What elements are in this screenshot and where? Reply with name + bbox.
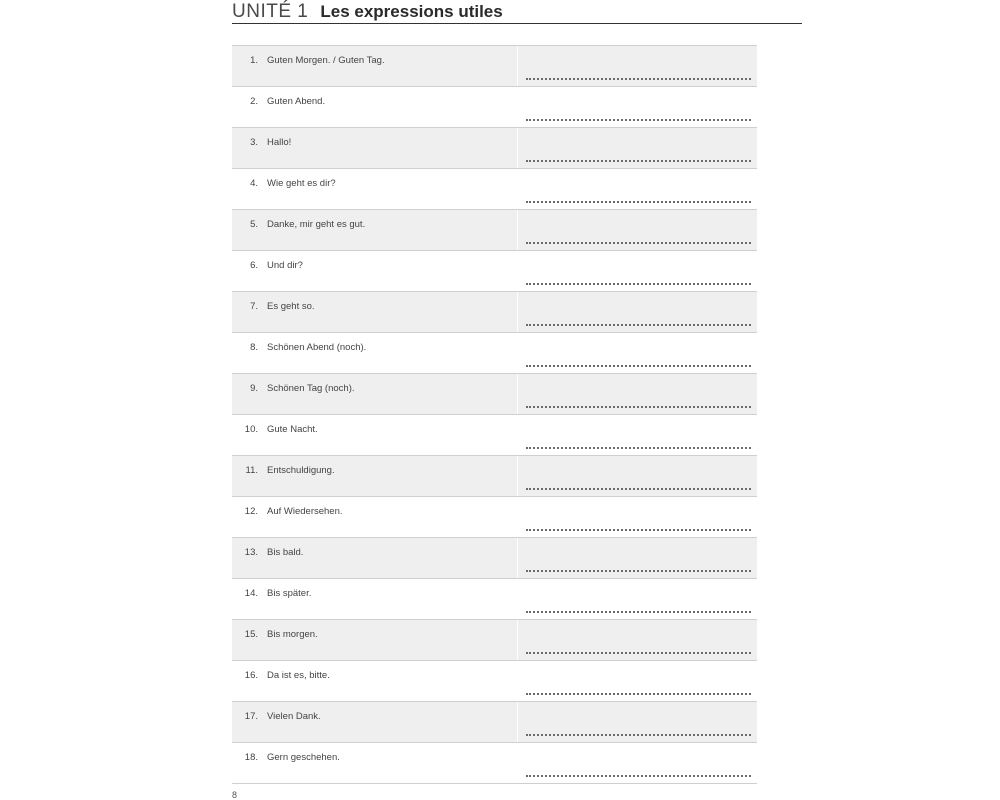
- dotted-answer-line: [526, 447, 751, 449]
- expression-text: Bis morgen.: [267, 629, 318, 640]
- unit-label: UNITÉ 1: [232, 0, 309, 22]
- item-number: 8.: [250, 342, 258, 353]
- table-row: [232, 209, 757, 250]
- item-number: 10.: [244, 424, 258, 435]
- page-header: [232, 0, 802, 24]
- expression-text: Gern geschehen.: [267, 752, 340, 763]
- answer-field[interactable]: [518, 169, 757, 209]
- answer-field[interactable]: [518, 579, 757, 619]
- dotted-answer-line: [526, 160, 751, 162]
- answer-field[interactable]: [518, 620, 757, 660]
- table-row: [232, 537, 757, 578]
- item-number: 12.: [244, 506, 258, 517]
- table-row: [232, 496, 757, 537]
- dotted-answer-line: [526, 652, 751, 654]
- item-number: 2.: [250, 96, 258, 107]
- table-row: [232, 45, 757, 86]
- table-row: [232, 127, 757, 168]
- answer-field[interactable]: [518, 87, 757, 127]
- answer-field[interactable]: [518, 538, 757, 578]
- expression-cell: [232, 87, 517, 127]
- answer-field[interactable]: [518, 415, 757, 455]
- answer-field[interactable]: [518, 251, 757, 291]
- expression-cell: [232, 210, 517, 250]
- table-row: [232, 168, 757, 209]
- dotted-answer-line: [526, 488, 751, 490]
- expression-cell: [232, 374, 517, 414]
- expression-cell: [232, 128, 517, 168]
- item-number: 14.: [244, 588, 258, 599]
- table-row: [232, 619, 757, 660]
- expression-text: Guten Abend.: [267, 96, 326, 107]
- table-row: [232, 701, 757, 742]
- expression-cell: [232, 456, 517, 496]
- table-row: [232, 742, 757, 783]
- item-number: 11.: [245, 465, 258, 476]
- item-number: 9.: [250, 383, 258, 394]
- answer-field[interactable]: [518, 374, 757, 414]
- dotted-answer-line: [526, 406, 751, 408]
- answer-field[interactable]: [518, 702, 757, 742]
- dotted-answer-line: [526, 611, 751, 613]
- item-number: 17.: [244, 711, 258, 722]
- dotted-answer-line: [526, 324, 751, 326]
- expression-cell: [232, 46, 517, 86]
- dotted-answer-line: [526, 734, 751, 736]
- expression-cell: [232, 661, 517, 701]
- item-number: 1.: [250, 55, 258, 66]
- expression-cell: [232, 579, 517, 619]
- page-title: Les expressions utiles: [320, 1, 503, 21]
- expression-cell: [232, 538, 517, 578]
- table-row: [232, 578, 757, 619]
- item-number: 7.: [250, 301, 258, 312]
- expression-cell: [232, 251, 517, 291]
- item-number: 4.: [250, 178, 258, 189]
- answer-field[interactable]: [518, 661, 757, 701]
- dotted-answer-line: [526, 78, 751, 80]
- answer-field[interactable]: [518, 333, 757, 373]
- dotted-answer-line: [526, 570, 751, 572]
- expressions-table: [232, 45, 757, 784]
- expression-cell: [232, 743, 517, 783]
- expression-cell: [232, 415, 517, 455]
- expression-text: Guten Morgen. / Guten Tag.: [267, 55, 385, 66]
- item-number: 18.: [244, 752, 258, 763]
- item-number: 5.: [250, 219, 258, 230]
- expression-text: Bis bald.: [267, 547, 304, 558]
- page-number: 8: [232, 790, 238, 800]
- expression-text: Auf Wiedersehen.: [267, 506, 343, 517]
- dotted-answer-line: [526, 775, 751, 777]
- answer-field[interactable]: [518, 743, 757, 783]
- dotted-answer-line: [526, 529, 751, 531]
- expression-cell: [232, 620, 517, 660]
- dotted-answer-line: [526, 119, 751, 121]
- expression-text: Hallo!: [267, 137, 292, 148]
- expression-text: Wie geht es dir?: [267, 178, 336, 189]
- table-row: [232, 455, 757, 496]
- answer-field[interactable]: [518, 128, 757, 168]
- dotted-answer-line: [526, 365, 751, 367]
- table-row: [232, 373, 757, 414]
- expression-text: Gute Nacht.: [267, 424, 318, 435]
- expression-cell: [232, 702, 517, 742]
- item-number: 3.: [250, 137, 258, 148]
- expression-cell: [232, 497, 517, 537]
- answer-field[interactable]: [518, 292, 757, 332]
- expression-cell: [232, 292, 517, 332]
- answer-field[interactable]: [518, 210, 757, 250]
- table-row: [232, 660, 757, 701]
- dotted-answer-line: [526, 201, 751, 203]
- expression-text: Bis später.: [267, 588, 312, 599]
- table-row: [232, 414, 757, 455]
- expression-text: Vielen Dank.: [267, 711, 321, 722]
- item-number: 15.: [244, 629, 258, 640]
- table-row: [232, 332, 757, 373]
- item-number: 13.: [244, 547, 258, 558]
- expression-text: Es geht so.: [267, 301, 315, 312]
- answer-field[interactable]: [518, 456, 757, 496]
- expression-text: Schönen Tag (noch).: [267, 383, 355, 394]
- answer-field[interactable]: [518, 497, 757, 537]
- table-row: [232, 86, 757, 127]
- expression-text: Da ist es, bitte.: [267, 670, 330, 681]
- item-number: 6.: [250, 260, 258, 271]
- expression-text: Schönen Abend (noch).: [267, 342, 367, 353]
- expression-text: Und dir?: [267, 260, 303, 271]
- table-row: [232, 291, 757, 332]
- expression-text: Danke, mir geht es gut.: [267, 219, 366, 230]
- expression-cell: [232, 333, 517, 373]
- dotted-answer-line: [526, 693, 751, 695]
- dotted-answer-line: [526, 283, 751, 285]
- answer-field[interactable]: [518, 46, 757, 86]
- expression-cell: [232, 169, 517, 209]
- item-number: 16.: [244, 670, 258, 681]
- table-row: [232, 250, 757, 291]
- expression-text: Entschuldigung.: [267, 465, 335, 476]
- dotted-answer-line: [526, 242, 751, 244]
